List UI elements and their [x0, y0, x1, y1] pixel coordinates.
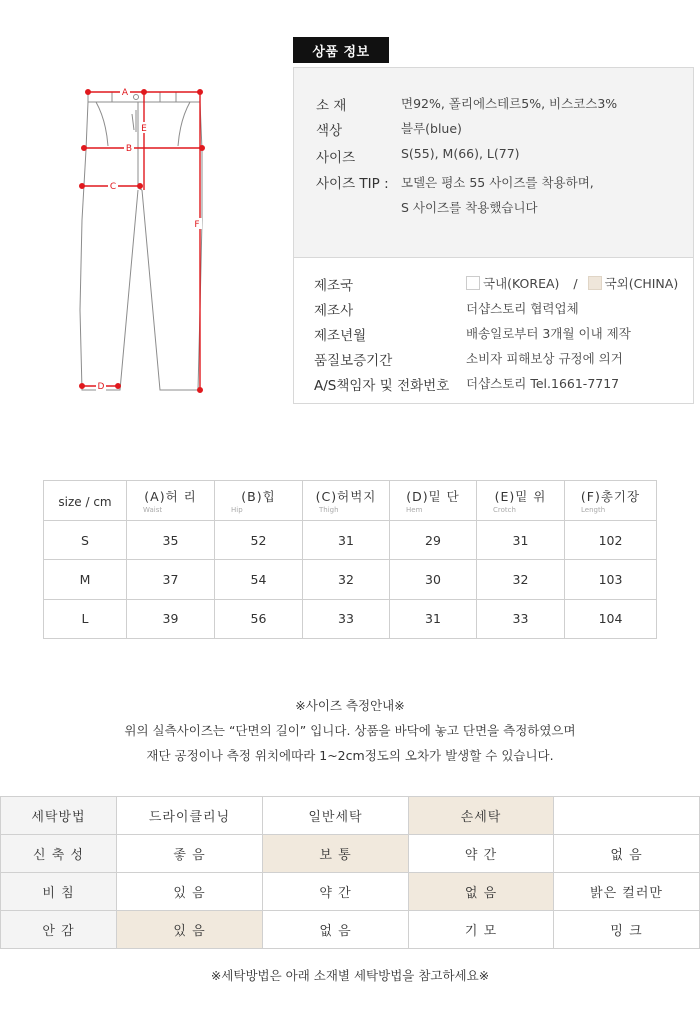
- material-label: 소 재: [316, 98, 347, 114]
- table-cell: 52: [215, 521, 303, 560]
- table-cell-selected: 없 음: [409, 873, 554, 911]
- table-cell-selected: 손세탁: [409, 797, 554, 835]
- table-cell: 약 간: [263, 873, 409, 911]
- size-value: S(55), M(66), L(77): [401, 146, 520, 161]
- table-cell: 약 간: [409, 835, 554, 873]
- table-cell: 37: [127, 560, 215, 599]
- table-cell: 31: [390, 599, 477, 638]
- as-contact-value: 더샵스토리 Tel.1661-7717: [466, 376, 620, 391]
- product-spec-section: [294, 68, 693, 258]
- country-options: [466, 274, 678, 292]
- checkbox-china: [588, 276, 602, 290]
- table-cell: 31: [303, 521, 390, 560]
- table-cell: 밍 크: [554, 911, 700, 949]
- table-cell-selected: 있 음: [117, 911, 263, 949]
- pants-measurement-diagram: [60, 80, 230, 400]
- table-cell: 33: [303, 599, 390, 638]
- country-label: 제조국: [314, 278, 354, 294]
- table-cell: 드라이클리닝: [117, 797, 263, 835]
- warranty-label: 품질보증기간: [314, 353, 393, 369]
- product-info-title: 상품 정보: [293, 37, 389, 63]
- size-table-header: [44, 481, 657, 521]
- size-tip-label: 사이즈 TIP :: [316, 176, 389, 192]
- manufacturer-label: 제조사: [314, 303, 354, 319]
- material-value: 면92%, 폴리에스테르5%, 비스코스3%: [401, 96, 618, 111]
- table-cell: [554, 797, 700, 835]
- care-footer-note: ※세탁방법은 아래 소재별 세탁방법을 참고하세요※: [210, 968, 490, 983]
- header-length: (F)총기장 Length: [565, 481, 657, 521]
- table-cell: 기 모: [409, 911, 554, 949]
- table-row: [1, 873, 700, 911]
- header-thigh: (C)허벅지 Thigh: [303, 481, 390, 521]
- product-info-box: [293, 67, 694, 404]
- header-waist: (A)허 리 Waist: [127, 481, 215, 521]
- care-row-label: 신 축 성: [1, 835, 117, 873]
- size-tip-value: 모델은 평소 55 사이즈를 착용하며,: [401, 175, 594, 190]
- table-cell: 없 음: [554, 835, 700, 873]
- size-table: [43, 480, 657, 639]
- label-a: A: [121, 88, 129, 98]
- table-cell-selected: 보 통: [263, 835, 409, 873]
- size-tip-value-2: S 사이즈를 착용했습니다: [401, 200, 538, 215]
- as-contact-label: A/S책임자 및 전화번호: [314, 378, 450, 394]
- table-cell: 29: [390, 521, 477, 560]
- table-cell: 30: [390, 560, 477, 599]
- table-row: [44, 560, 657, 599]
- table-cell: 좋 음: [117, 835, 263, 873]
- table-cell: 밝은 컬러만: [554, 873, 700, 911]
- warranty-value: 소비자 피해보상 규정에 의거: [466, 351, 623, 366]
- table-cell: 35: [127, 521, 215, 560]
- table-row: [1, 835, 700, 873]
- table-row: [44, 599, 657, 638]
- table-cell: 39: [127, 599, 215, 638]
- care-row-label: 세탁방법: [1, 797, 117, 835]
- label-f: F: [194, 220, 200, 230]
- table-cell: 103: [565, 560, 657, 599]
- label-e: E: [141, 124, 147, 134]
- size-name: S: [44, 521, 127, 560]
- size-name: L: [44, 599, 127, 638]
- country-separator: /: [573, 276, 578, 291]
- table-cell: 있 음: [117, 873, 263, 911]
- table-cell: 104: [565, 599, 657, 638]
- table-cell: 일반세탁: [263, 797, 409, 835]
- manufacture-date-value: 배송일로부터 3개월 이내 제작: [466, 326, 631, 341]
- care-row-label: 안 감: [1, 911, 117, 949]
- label-c: C: [109, 182, 117, 192]
- table-cell: 102: [565, 521, 657, 560]
- care-table: [0, 796, 700, 949]
- pants-outline: [80, 92, 202, 390]
- manufacturer-value: 더샵스토리 협력업체: [466, 301, 579, 316]
- color-label: 색상: [316, 123, 343, 139]
- header-crotch: (E)밑 위 Crotch: [477, 481, 565, 521]
- table-row: [1, 911, 700, 949]
- country-china: 국외(CHINA): [604, 276, 679, 291]
- table-cell: 54: [215, 560, 303, 599]
- measurement-lines: [80, 90, 205, 393]
- header-hip: (B)힙 Hip: [215, 481, 303, 521]
- care-row-label: 비 침: [1, 873, 117, 911]
- manufacture-date-label: 제조년월: [314, 328, 367, 344]
- guide-line-2: 재단 공정이나 측정 위치에따라 1~2cm정도의 오차가 발생할 수 있습니다.: [146, 748, 554, 763]
- color-value: 블루(blue): [401, 121, 462, 136]
- table-row: [44, 521, 657, 560]
- label-b: B: [125, 144, 133, 154]
- table-cell: 32: [303, 560, 390, 599]
- checkbox-korea: [466, 276, 480, 290]
- country-korea: 국내(KOREA): [483, 276, 560, 291]
- size-table-corner: size / cm: [44, 481, 127, 521]
- table-cell: 33: [477, 599, 565, 638]
- table-cell: 없 음: [263, 911, 409, 949]
- size-label: 사이즈: [316, 150, 356, 166]
- size-name: M: [44, 560, 127, 599]
- table-cell: 56: [215, 599, 303, 638]
- guide-title: ※사이즈 측정안내※: [295, 698, 405, 713]
- guide-line-1: 위의 실측사이즈는 “단면의 길이” 입니다. 상품을 바닥에 놓고 단면을 측정하였으며: [124, 723, 576, 738]
- header-hem: (D)밑 단 Hem: [390, 481, 477, 521]
- table-cell: 31: [477, 521, 565, 560]
- table-row: [1, 797, 700, 835]
- table-cell: 32: [477, 560, 565, 599]
- label-d: D: [97, 382, 105, 392]
